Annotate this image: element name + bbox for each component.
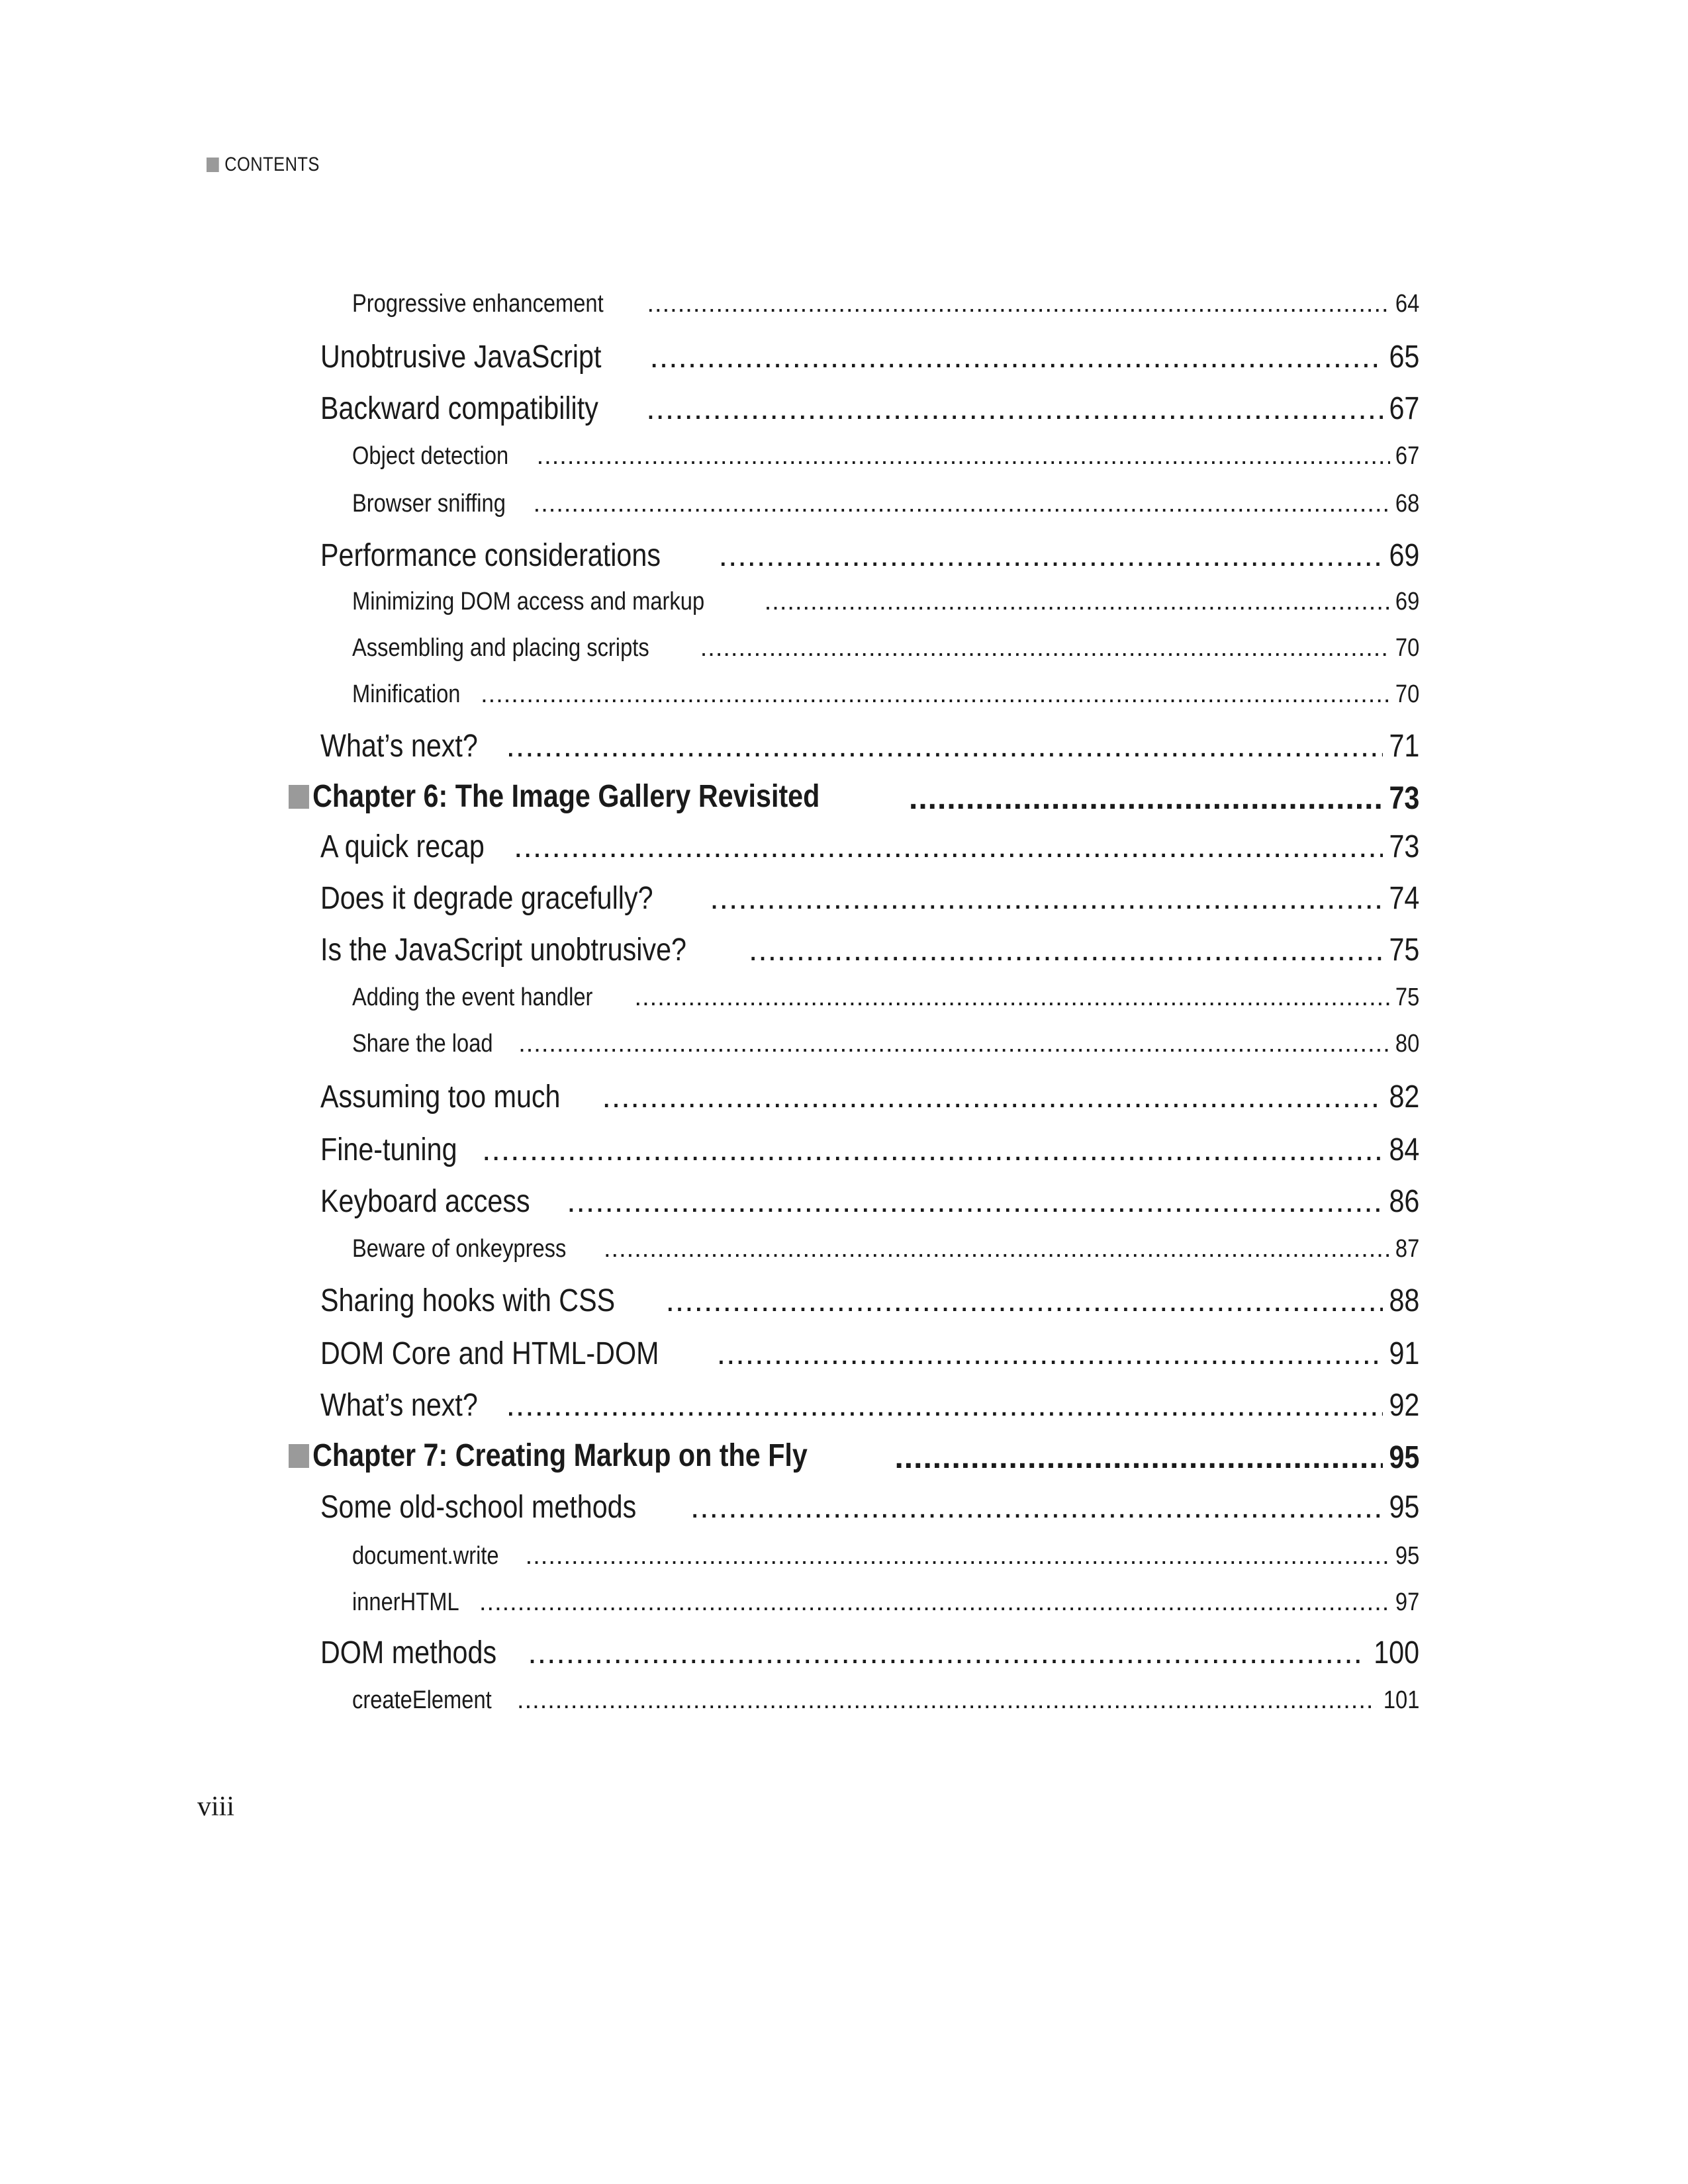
toc-leader-dots xyxy=(650,339,1383,375)
toc-entry-page-number: 84 xyxy=(1389,1132,1419,1167)
toc-entry-title-wrap xyxy=(320,1183,530,1220)
toc-entry-section xyxy=(320,1336,1419,1377)
toc-entry-title: Chapter 6: The Image Gallery Revisited xyxy=(312,779,820,814)
toc-entry-page-number: 80 xyxy=(1395,1030,1419,1058)
toc-entry-title: Is the JavaScript unobtrusive? xyxy=(320,933,686,968)
toc-entry-page-number: 100 xyxy=(1374,1635,1419,1670)
toc-entry-page-number: 75 xyxy=(1389,933,1419,968)
toc-entry-title-wrap xyxy=(352,1588,459,1617)
toc-entry-title: Fine-tuning xyxy=(320,1132,457,1167)
toc-entry-page-number: 70 xyxy=(1395,680,1419,708)
toc-leader-dots xyxy=(647,290,1389,318)
toc-entry-page-number: 95 xyxy=(1395,1542,1419,1570)
toc-entry-title-wrap xyxy=(320,728,478,764)
chapter-square-icon xyxy=(289,1444,309,1468)
toc-entry-title: What’s next? xyxy=(320,729,478,764)
toc-entry-section xyxy=(320,1132,1419,1173)
toc-entry-title-wrap xyxy=(320,1336,659,1372)
toc-leader-dots xyxy=(506,1387,1383,1424)
toc-entry-sub xyxy=(352,983,1419,1018)
toc-entry-sub xyxy=(352,588,1419,622)
toc-entry-title-wrap xyxy=(320,1387,478,1424)
toc-entry-sub xyxy=(352,634,1419,668)
toc-entry-section xyxy=(320,1183,1419,1224)
toc-entry-title-wrap xyxy=(352,1235,566,1263)
toc-entry-page-number: 73 xyxy=(1389,829,1419,864)
toc-entry-page-number: 74 xyxy=(1389,881,1419,916)
toc-entry-title: Adding the event handler xyxy=(352,983,593,1011)
toc-entry-title-wrap xyxy=(320,932,686,968)
toc-entry-title: A quick recap xyxy=(320,829,485,864)
toc-leader-dots xyxy=(710,880,1382,917)
toc-entry-title: Performance considerations xyxy=(320,538,661,573)
toc-entry-sub xyxy=(352,442,1419,477)
toc-entry-title: DOM methods xyxy=(320,1635,497,1670)
toc-entry-title: Minification xyxy=(352,680,461,708)
toc-entry-title: innerHTML xyxy=(352,1588,459,1616)
toc-entry-section xyxy=(320,1079,1419,1120)
toc-entry-page-number: 92 xyxy=(1389,1388,1419,1423)
toc-entry-title-wrap xyxy=(352,680,460,709)
toc-entry-page-number: 87 xyxy=(1395,1235,1419,1263)
toc-entry-title: Backward compatibility xyxy=(320,391,598,426)
toc-leader-dots xyxy=(894,1439,1382,1476)
toc-entry-section xyxy=(320,829,1419,870)
toc-entry-page-number: 67 xyxy=(1389,391,1419,426)
toc-leader-dots xyxy=(666,1283,1383,1319)
toc-leader-dots xyxy=(635,983,1390,1012)
toc-entry-title-wrap xyxy=(352,290,604,318)
toc-entry-page-number: 82 xyxy=(1389,1079,1419,1115)
toc-entry-page-number: 75 xyxy=(1395,983,1419,1011)
toc-entry-page-number: 70 xyxy=(1395,634,1419,662)
toc-entry-page-number: 95 xyxy=(1389,1490,1419,1525)
toc-entry-section xyxy=(320,339,1419,380)
toc-entry-title: Chapter 7: Creating Markup on the Fly xyxy=(312,1438,808,1473)
toc-entry-title-wrap xyxy=(352,983,592,1012)
toc-entry-page-number: 65 xyxy=(1389,340,1419,375)
toc-entry-title: Some old-school methods xyxy=(320,1490,637,1525)
toc-entry-sub xyxy=(352,1588,1419,1623)
toc-entry-title-wrap xyxy=(320,1079,561,1115)
toc-leader-dots xyxy=(567,1183,1382,1220)
toc-entry-page-number: 97 xyxy=(1395,1588,1419,1616)
toc-entry-page-number: 88 xyxy=(1389,1283,1419,1318)
toc-entry-title: Beware of onkeypress xyxy=(352,1235,567,1263)
toc-entry-title-wrap xyxy=(289,1437,808,1474)
toc-entry-title: Sharing hooks with CSS xyxy=(320,1283,616,1318)
toc-entry-title-wrap xyxy=(352,442,508,471)
toc-entry-title: Minimizing DOM access and markup xyxy=(352,588,705,615)
toc-leader-dots xyxy=(479,1588,1390,1617)
toc-entry-page-number: 101 xyxy=(1383,1686,1419,1714)
toc-leader-dots xyxy=(700,634,1390,662)
toc-entry-page-number: 69 xyxy=(1395,588,1419,615)
toc-leader-dots xyxy=(517,1686,1376,1715)
toc-leader-dots xyxy=(534,490,1390,518)
toc-leader-dots xyxy=(506,728,1383,764)
toc-leader-dots xyxy=(690,1489,1383,1525)
toc-entry-title-wrap xyxy=(352,1686,492,1715)
toc-entry-title-wrap xyxy=(352,588,704,616)
toc-entry-section xyxy=(320,1489,1419,1530)
toc-entry-title: Unobtrusive JavaScript xyxy=(320,340,602,375)
toc-leader-dots xyxy=(518,1030,1390,1058)
toc-entry-title: document.write xyxy=(352,1542,499,1570)
toc-entry-sub xyxy=(352,1686,1419,1721)
toc-entry-title-wrap xyxy=(320,1635,496,1671)
toc-leader-dots xyxy=(514,829,1382,865)
toc-entry-title: Assuming too much xyxy=(320,1079,561,1115)
toc-entry-section xyxy=(320,932,1419,973)
toc-entry-page-number: 86 xyxy=(1389,1184,1419,1219)
toc-entry-page-number: 91 xyxy=(1389,1336,1419,1371)
toc-entry-section xyxy=(320,1387,1419,1428)
toc-entry-sub xyxy=(352,490,1419,524)
chapter-square-icon xyxy=(289,785,309,809)
toc-entry-title: DOM Core and HTML-DOM xyxy=(320,1336,659,1371)
toc-entry-title-wrap xyxy=(320,339,601,375)
toc-entry-title-wrap xyxy=(320,880,653,917)
toc-leader-dots xyxy=(765,588,1390,616)
toc-leader-dots xyxy=(528,1635,1364,1671)
toc-entry-sub xyxy=(352,680,1419,715)
toc-leader-dots xyxy=(717,1336,1383,1372)
toc-entry-title: Browser sniffing xyxy=(352,490,506,518)
toc-leader-dots xyxy=(749,932,1383,968)
toc-entry-section xyxy=(320,1283,1419,1324)
toc-entry-page-number: 95 xyxy=(1389,1439,1419,1475)
toc-leader-dots xyxy=(909,780,1383,817)
toc-entry-title-wrap xyxy=(320,537,661,574)
toc-entry-title-wrap xyxy=(320,1283,615,1319)
toc-entry-page-number: 68 xyxy=(1395,490,1419,518)
toc-entry-title-wrap xyxy=(352,1542,499,1570)
toc-entry-title-wrap xyxy=(289,778,820,815)
toc-leader-dots xyxy=(646,390,1382,427)
toc-entry-title-wrap xyxy=(320,1489,636,1525)
toc-entry-sub xyxy=(352,290,1419,324)
toc-entry-title-wrap xyxy=(352,1030,493,1058)
toc-entry-title: Progressive enhancement xyxy=(352,290,604,318)
toc-entry-page-number: 64 xyxy=(1395,290,1419,318)
toc-entry-title: What’s next? xyxy=(320,1388,478,1423)
toc-entry-title-wrap xyxy=(320,1132,457,1168)
toc-entry-chapter xyxy=(289,778,1419,819)
toc-entry-title: Share the load xyxy=(352,1030,493,1058)
toc-entry-title-wrap xyxy=(320,390,598,427)
toc-entry-section xyxy=(320,880,1419,921)
toc-entry-chapter xyxy=(289,1437,1419,1479)
toc-entry-title: Assembling and placing scripts xyxy=(352,634,649,662)
toc-leader-dots xyxy=(602,1079,1383,1115)
toc-entry-sub xyxy=(352,1235,1419,1269)
toc-entry-title-wrap xyxy=(320,829,485,865)
toc-entry-section xyxy=(320,728,1419,769)
running-header-label: CONTENTS xyxy=(224,154,320,175)
toc-leader-dots xyxy=(482,1132,1382,1168)
toc-leader-dots xyxy=(526,1542,1390,1570)
toc-entry-section xyxy=(320,390,1419,432)
toc-entry-section xyxy=(320,1635,1419,1676)
toc-leader-dots xyxy=(537,442,1390,471)
toc-entry-page-number: 71 xyxy=(1389,729,1419,764)
toc-entry-sub xyxy=(352,1542,1419,1576)
page-folio: viii xyxy=(197,1792,235,1822)
toc-entry-title: createElement xyxy=(352,1686,492,1714)
toc-leader-dots xyxy=(481,680,1390,709)
toc-entry-title: Does it degrade gracefully? xyxy=(320,881,653,916)
toc-entry-section xyxy=(320,537,1419,578)
toc-entry-page-number: 69 xyxy=(1389,538,1419,573)
toc-entry-sub xyxy=(352,1030,1419,1064)
toc-entry-title-wrap xyxy=(352,634,649,662)
toc-entry-title: Object detection xyxy=(352,442,509,470)
toc-leader-dots xyxy=(719,537,1383,574)
toc-entry-page-number: 73 xyxy=(1389,780,1419,816)
toc-entry-page-number: 67 xyxy=(1395,442,1419,470)
toc-entry-title-wrap xyxy=(352,490,506,518)
toc-leader-dots xyxy=(604,1235,1390,1263)
toc-entry-title: Keyboard access xyxy=(320,1184,530,1219)
